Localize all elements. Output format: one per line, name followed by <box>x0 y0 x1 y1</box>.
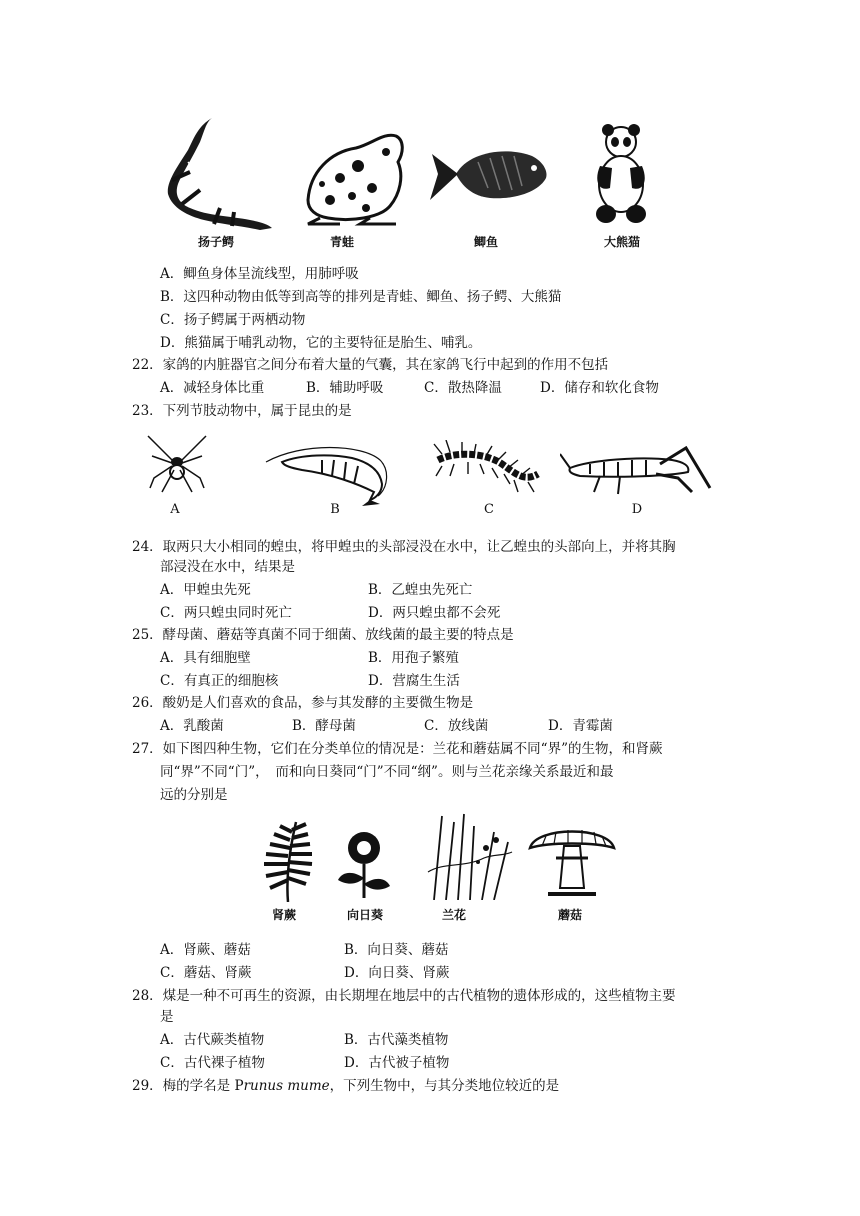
frog-icon <box>300 122 410 226</box>
q21-option-b[interactable]: B．这四种动物由低等到高等的排列是青蛙、鲫鱼、扬子鳄、大熊猫 <box>160 289 562 305</box>
q22-option-a[interactable]: A．减轻身体比重 <box>160 380 265 396</box>
panda-icon <box>592 122 650 224</box>
q25-option-b[interactable]: B．用孢子繁殖 <box>368 650 459 666</box>
figure-caption-frog: 青蛙 <box>329 235 354 249</box>
q28-option-c[interactable]: C．古代裸子植物 <box>160 1055 265 1071</box>
q23-stem: 23．下列节肢动物中，属于昆虫的是 <box>132 403 352 419</box>
figure-label-b: B <box>330 502 340 517</box>
shrimp-figure <box>262 440 394 506</box>
panda-figure <box>592 122 650 224</box>
alligator-figure <box>160 112 278 232</box>
q21-option-c[interactable]: C．扬子鳄属于两栖动物 <box>160 312 306 328</box>
q25-option-c[interactable]: C．有真正的细胞核 <box>160 673 279 689</box>
mushroom-icon <box>526 818 618 898</box>
q26-option-d[interactable]: D．青霉菌 <box>548 718 613 734</box>
q27-option-d[interactable]: D．向日葵、肾蕨 <box>344 965 450 981</box>
q24-option-d[interactable]: D．两只蝗虫都不会死 <box>368 605 501 621</box>
q21-option-d[interactable]: D．熊猫属于哺乳动物，它的主要特征是胎生、哺乳。 <box>160 335 482 351</box>
fern-icon <box>256 818 322 902</box>
q28-option-d[interactable]: D．古代被子植物 <box>344 1055 450 1071</box>
frog-figure <box>300 122 410 226</box>
q24-option-b[interactable]: B．乙蝗虫先死亡 <box>368 582 473 598</box>
q22-option-c[interactable]: C．散热降温 <box>424 380 502 396</box>
q27-stem-line1: 27．如下图四种生物，它们在分类单位的情况是：兰花和蘑菇属不同“界”的生物，和肾蕨 <box>132 741 663 757</box>
mushroom-figure <box>526 818 618 898</box>
q28-stem-line2: 是 <box>160 1009 174 1025</box>
q28-option-b[interactable]: B．古代藻类植物 <box>344 1032 449 1048</box>
figure-label-a: A <box>170 502 180 517</box>
q26-option-c[interactable]: C．放线菌 <box>424 718 489 734</box>
q26-stem: 26．酸奶是人们喜欢的食品，参与其发酵的主要微生物是 <box>132 695 474 711</box>
q22-option-b[interactable]: B．辅助呼吸 <box>306 380 384 396</box>
orchid-icon <box>424 812 514 900</box>
q29-scientific-name: runus mume <box>243 1078 330 1094</box>
q22-option-d[interactable]: D．储存和软化食物 <box>540 380 659 396</box>
grasshopper-icon <box>560 444 716 496</box>
q28-option-a[interactable]: A．古代蕨类植物 <box>160 1032 265 1048</box>
alligator-icon <box>160 112 278 232</box>
figure-caption-fern: 肾蕨 <box>271 908 296 922</box>
q24-option-c[interactable]: C．两只蝗虫同时死亡 <box>160 605 292 621</box>
carp-figure <box>428 138 552 210</box>
q24-option-a[interactable]: A．甲蝗虫先死 <box>160 582 251 598</box>
q27-stem-line3: 远的分别是 <box>160 787 228 803</box>
q27-option-a[interactable]: A．肾蕨、蘑菇 <box>160 942 251 958</box>
q29-stem-prefix: 29．梅的学名是 P <box>132 1078 244 1094</box>
figure-caption-mushroom: 蘑菇 <box>557 908 582 922</box>
q27-option-c[interactable]: C．蘑菇、肾蕨 <box>160 965 252 981</box>
sunflower-icon <box>334 826 394 898</box>
grasshopper-figure <box>560 444 716 496</box>
shrimp-icon <box>262 440 394 506</box>
orchid-figure <box>424 812 514 900</box>
figure-label-d: D <box>631 502 643 517</box>
centipede-icon <box>428 440 548 502</box>
sunflower-figure <box>334 826 394 898</box>
q21-option-a[interactable]: A．鲫鱼身体呈流线型，用肺呼吸 <box>160 266 359 282</box>
figure-caption-orchid: 兰花 <box>441 908 466 922</box>
figure-caption-sunflower: 向日葵 <box>346 908 383 922</box>
q29-stem <box>132 1076 559 1096</box>
q25-option-d[interactable]: D．营腐生生活 <box>368 673 460 689</box>
carp-icon <box>428 138 552 210</box>
figure-label-c: C <box>484 502 494 517</box>
q29-stem-suffix: ，下列生物中，与其分类地位较近的是 <box>329 1078 560 1094</box>
spider-icon <box>146 432 208 498</box>
fern-figure <box>256 818 322 902</box>
q24-stem-line2: 部浸没在水中，结果是 <box>160 559 295 575</box>
q22-stem: 22．家鸽的内脏器官之间分布着大量的气囊，其在家鸽飞行中起到的作用不包括 <box>132 357 609 373</box>
q26-option-a[interactable]: A．乳酸菌 <box>160 718 224 734</box>
figure-caption-panda: 大熊猫 <box>603 235 640 249</box>
q25-option-a[interactable]: A．具有细胞壁 <box>160 650 251 666</box>
q25-stem: 25．酵母菌、蘑菇等真菌不同于细菌、放线菌的最主要的特点是 <box>132 627 514 643</box>
q27-stem-line2: 同“界”不同“门”， 而和向日葵同“门”不同“纲”。则与兰花亲缘关系最近和最 <box>160 764 614 780</box>
q27-option-b[interactable]: B．向日葵、蘑菇 <box>344 942 449 958</box>
q24-stem-line1: 24．取两只大小相同的蝗虫，将甲蝗虫的头部浸没在水中，让乙蝗虫的头部向上，并将其胸 <box>132 539 676 555</box>
centipede-figure <box>428 440 548 502</box>
q28-stem-line1: 28．煤是一种不可再生的资源，由长期埋在地层中的古代植物的遗体形成的，这些植物主要 <box>132 988 676 1004</box>
figure-caption-carp: 鲫鱼 <box>473 235 498 249</box>
figure-caption-alligator: 扬子鳄 <box>197 235 234 249</box>
spider-figure <box>146 432 208 498</box>
q26-option-b[interactable]: B．酵母菌 <box>292 718 356 734</box>
